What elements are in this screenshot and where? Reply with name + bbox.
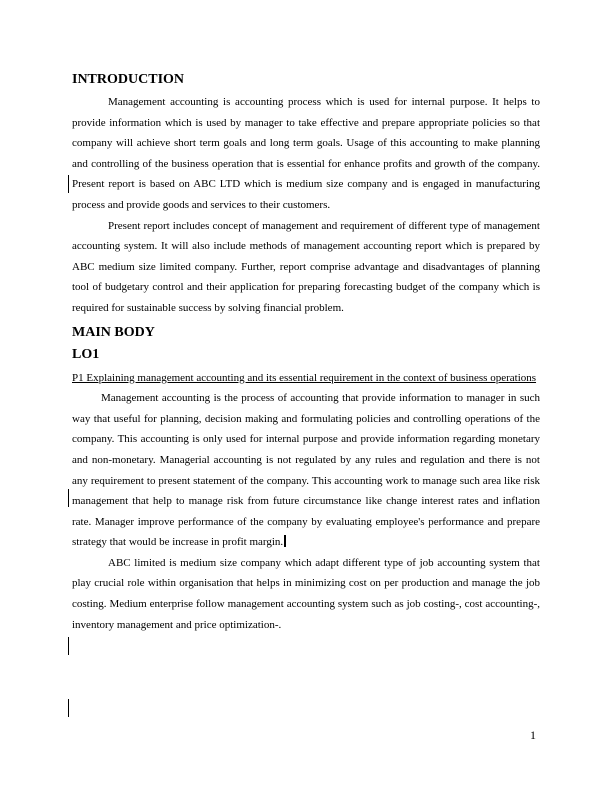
body-paragraph-2: ABC limited is medium size company which adapt different type of job accounting system that play crucial role within organisation that helps in minimizing cost on per production and manage the job costing. Medium enterprise follow management accounting system such as job costing-, cost accounting-, inventory management and price optimization-. — [72, 556, 540, 631]
page-number: 1 — [530, 728, 536, 742]
page-content — [72, 70, 540, 635]
body-paragraph-1-text: Management accounting is the process of accounting that provide information to manager in such way that useful for planning, decision making and formulating policies and controlling operations of the company. This accounting is only used for internal purpose and provide information regarding monetary and non-monetary. Managerial accounting is not regulated by any rules and regulation and there is not any requirement to present statement of the company. This accounting work to manage such area like risk management that help to manage risk from future circumstance like change interest rates and inflation rate. Manager improve performance of the company by evaluating employee's performance and prepare strategy that would be increase in profit margin. — [72, 392, 540, 549]
revision-bar — [68, 175, 69, 193]
introduction-paragraph-1: Management accounting is accounting process which is used for internal purpose. It helps to provide information which is used by manager to take effective and prepare appropriate policies so that company will achieve short term goals and long term goals. Usage of this accounting to make planning and controlling of the business operation that is essential for enhance profits and growth of the company. Present report is based on ABC LTD which is medium size company and is engaged in manufacturing process and provide goods and services to their customers. — [72, 96, 540, 211]
lo1-heading: LO1 — [72, 346, 100, 362]
revision-bar — [68, 699, 69, 717]
body-paragraph-1 — [72, 388, 540, 553]
revision-bar — [68, 637, 69, 655]
introduction-paragraph-2: Present report includes concept of management and requirement of different type of management accounting system. It will also include methods of management accounting report which is prepared by ABC medium size limited company. Further, report comprise advantage and disadvantages of planning tool of budgetary control and their application for preparing forecasting budget of the company which is required for sustainable success by solving financial problem. — [72, 219, 540, 314]
p1-subheading: P1 Explaining management accounting and its essential requirement in the context of business operations — [72, 371, 537, 384]
introduction-heading: INTRODUCTION — [72, 72, 185, 87]
text-cursor-marker — [284, 535, 286, 547]
main-body-heading: MAIN BODY — [72, 324, 155, 340]
revision-bar — [68, 489, 69, 507]
